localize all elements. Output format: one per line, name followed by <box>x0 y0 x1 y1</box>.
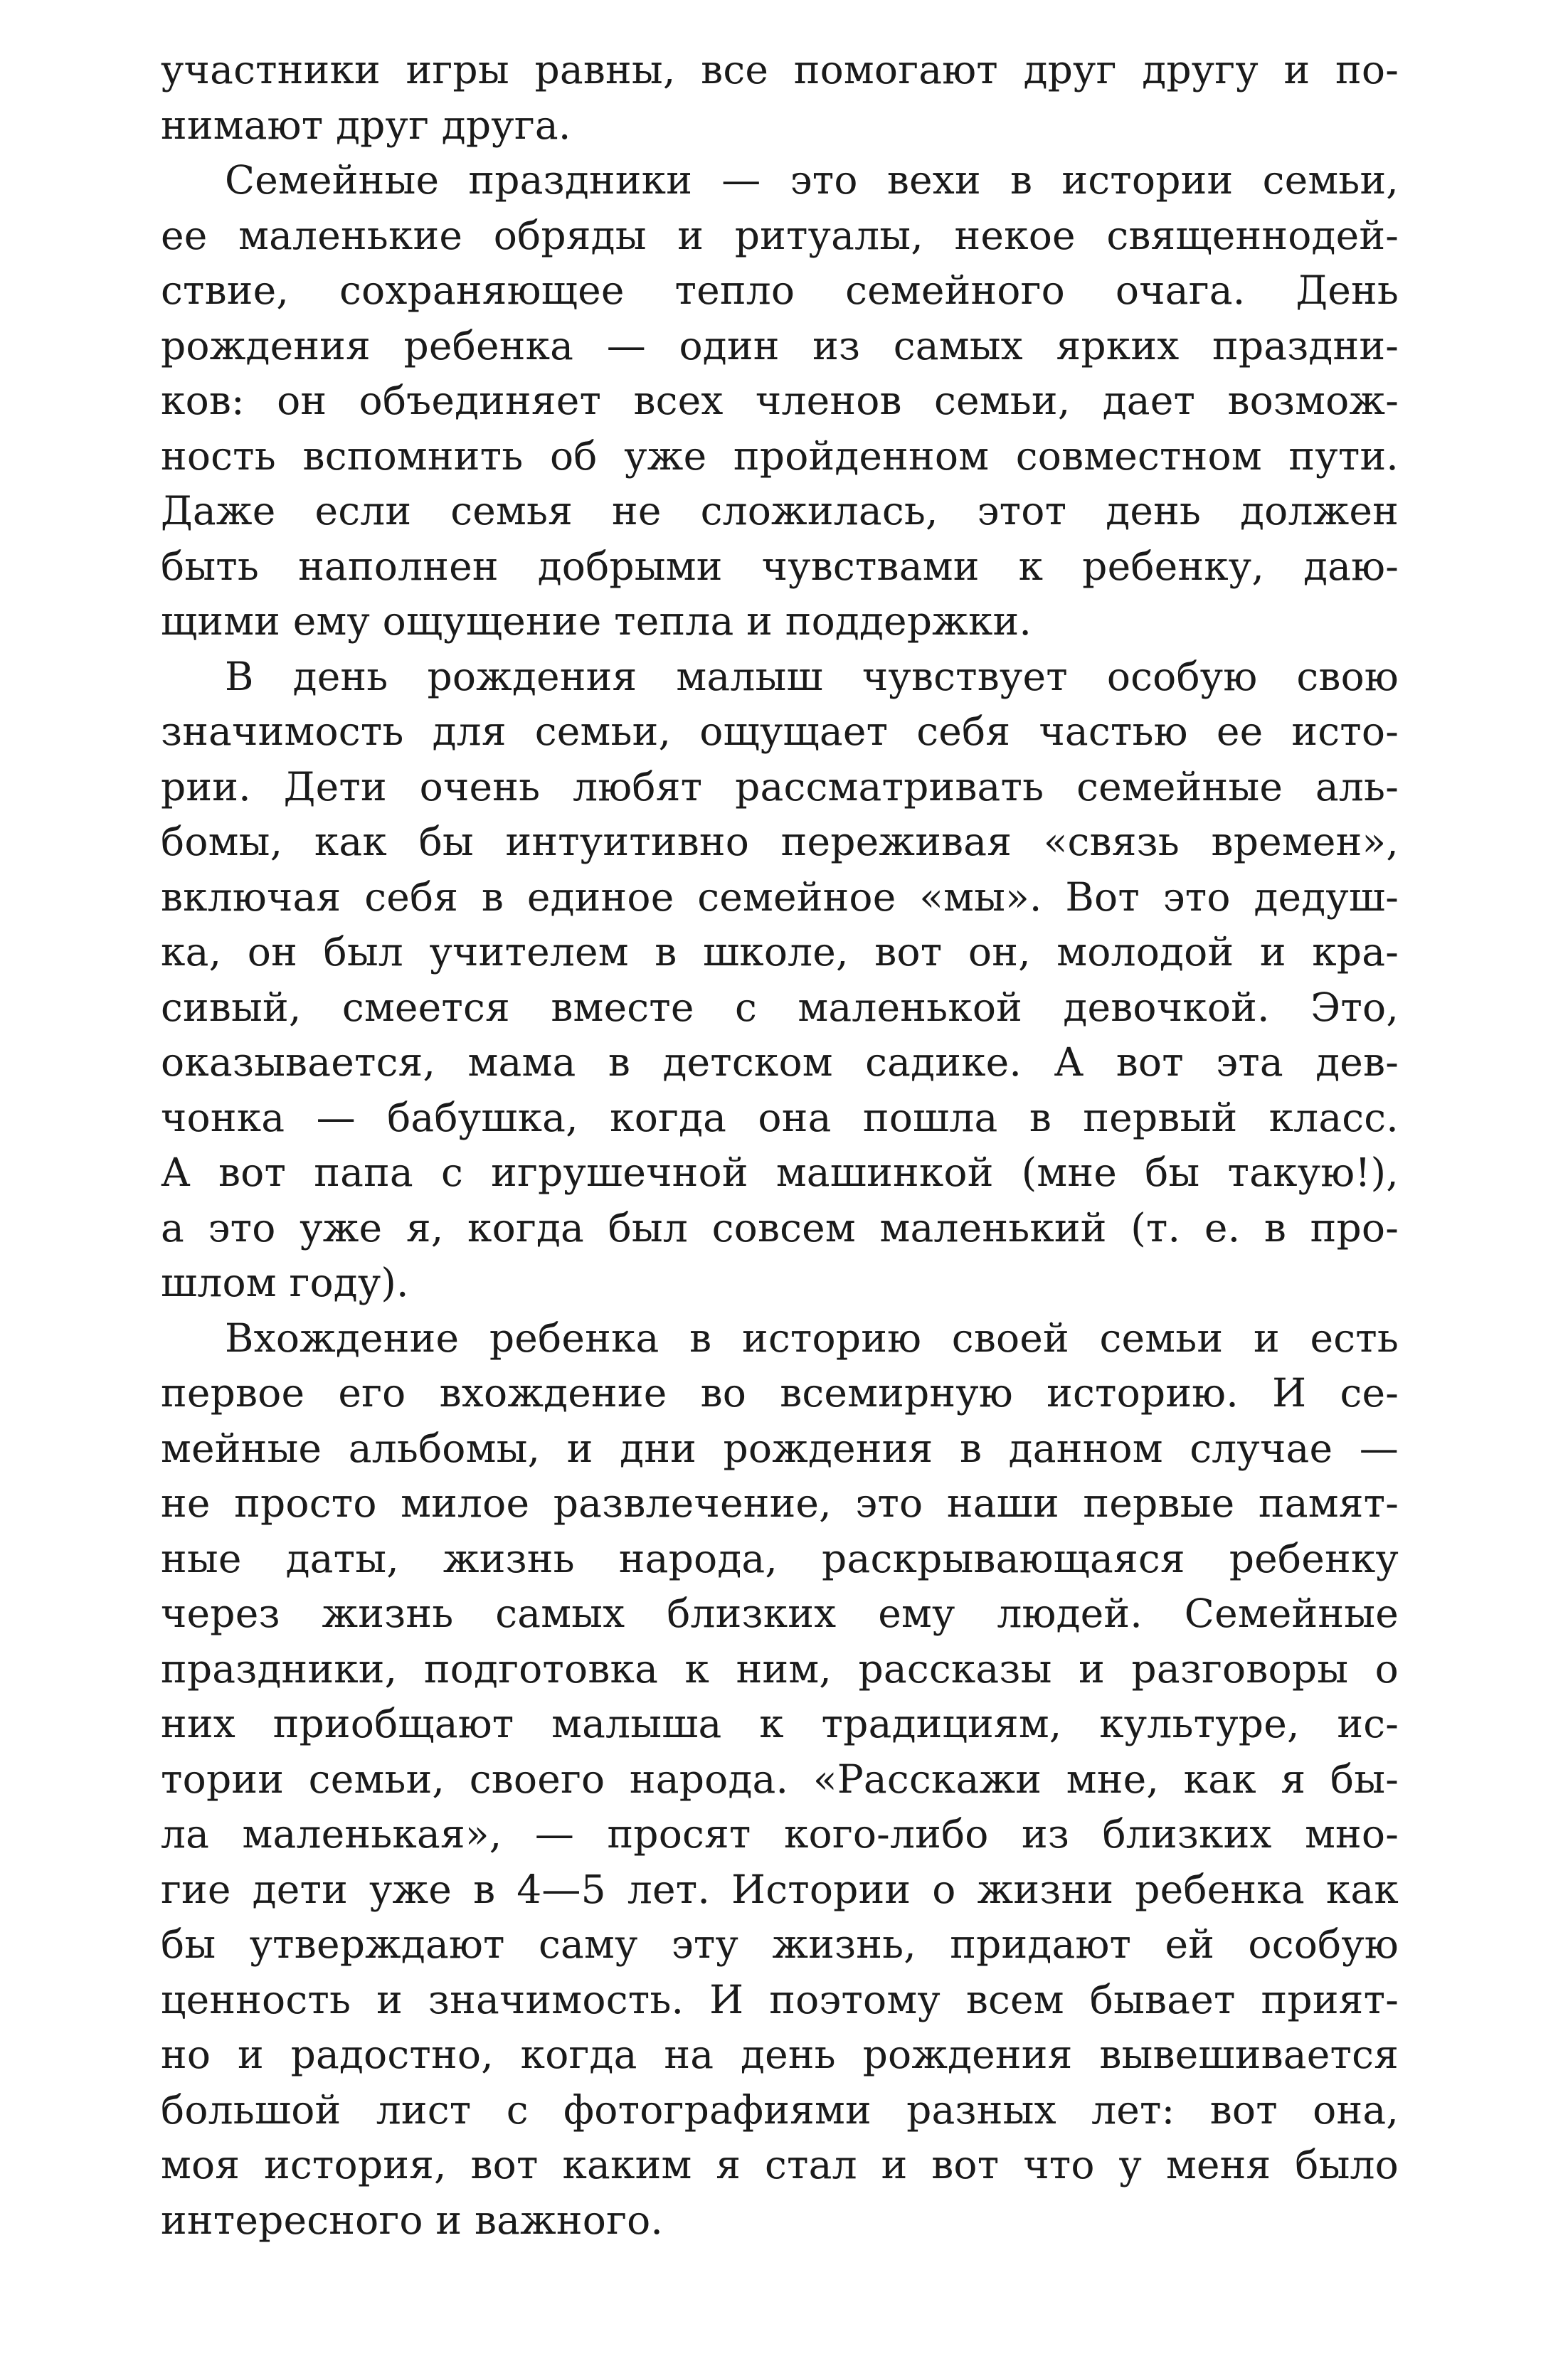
text-line: рождения ребенка — один из самых ярких праздни- <box>161 322 1399 368</box>
text-line: них приобщают малыша к традициям, культуре, ис- <box>161 1701 1399 1746</box>
text-line: ные даты, жизнь народа, раскрывающаяся ребенку <box>161 1535 1399 1581</box>
text-line: ее маленькие обряды и ритуалы, некое священнодей- <box>161 212 1399 258</box>
text-line: Даже если семья не сложилась, этот день должен <box>161 488 1399 534</box>
text-line: ков: он объединяет всех членов семьи, дает возмож- <box>161 378 1399 423</box>
text-line: шлом году). <box>161 1260 409 1305</box>
text-line: моя история, вот каким я стал и вот что у меня было <box>161 2142 1399 2187</box>
text-line: не просто милое развлечение, это наши первые памят- <box>161 1480 1399 1526</box>
text-line: интересного и важного. <box>161 2197 664 2243</box>
text-line: чонка — бабушка, когда она пошла в первый класс. <box>161 1094 1399 1140</box>
text-line: Вхождение ребенка в историю своей семьи и есть <box>225 1315 1399 1361</box>
text-line: Семейные праздники — это вехи в истории семьи, <box>225 157 1399 203</box>
text-line: через жизнь самых близких ему людей. Семейные <box>161 1591 1399 1636</box>
text-line: сивый, смеется вместе с маленькой девочкой. Это, <box>161 984 1399 1030</box>
text-line: оказывается, мама в детском садике. А вот эта дев- <box>161 1039 1399 1085</box>
text-line: рии. Дети очень любят рассматривать семейные аль- <box>161 763 1399 810</box>
text-line: участники игры равны, все помогают друг другу и по- <box>161 47 1399 92</box>
text-line: но и радостно, когда на день рождения вывешивается <box>161 2032 1399 2077</box>
text-line: тории семьи, своего народа. «Расскажи мне, как я бы- <box>161 1756 1399 1802</box>
text-line: быть наполнен добрыми чувствами к ребенку, даю- <box>161 543 1399 589</box>
text-line: праздники, подготовка к ним, рассказы и разговоры о <box>161 1645 1399 1692</box>
text-line: включая себя в единое семейное «мы». Вот это дедуш- <box>161 874 1399 920</box>
text-line: гие дети уже в 4—5 лет. Истории о жизни ребенка как <box>161 1866 1399 1912</box>
text-line: ность вспомнить об уже пройденном совместном пути. <box>161 433 1399 479</box>
text-line: ла маленькая», — просят кого-либо из близких мно- <box>161 1811 1399 1857</box>
text-line: А вот папа с игрушечной машинкой (мне бы такую!), <box>161 1150 1399 1195</box>
text-line: ценность и значимость. И поэтому всем бывает прият- <box>161 1976 1399 2022</box>
text-line: а это уже я, когда был совсем маленький (т. е. в про- <box>161 1204 1399 1251</box>
text-line: ствие, сохраняющее тепло семейного очага. День <box>161 267 1399 313</box>
text-line: большой лист с фотографиями разных лет: вот она, <box>161 2086 1399 2133</box>
text-line: бомы, как бы интуитивно переживая «связь времен», <box>161 819 1399 864</box>
text-line: мейные альбомы, и дни рождения в данном случае — <box>161 1425 1399 1471</box>
text-line: В день рождения малыш чувствует особую свою <box>225 653 1399 699</box>
text-line: ка, он был учителем в школе, вот он, молодой и кра- <box>161 929 1399 975</box>
text-line: значимость для семьи, ощущает себя частью ее исто- <box>161 709 1399 754</box>
text-line: первое его вхождение во всемирную историю. И се- <box>161 1370 1399 1416</box>
body-text <box>161 43 1399 2248</box>
text-line: бы утверждают саму эту жизнь, придают ей особую <box>161 1921 1399 1967</box>
text-line: нимают друг друга. <box>161 102 571 148</box>
text-line: щими ему ощущение тепла и поддержки. <box>161 598 1032 644</box>
